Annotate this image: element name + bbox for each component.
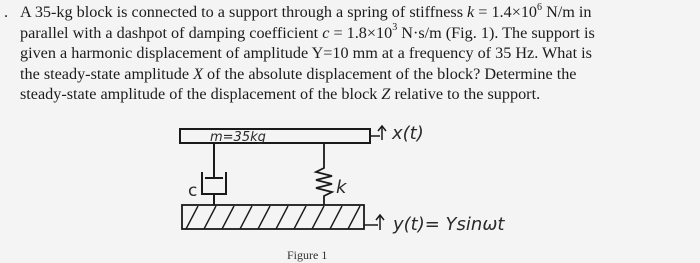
text: N/m in — [542, 3, 592, 21]
figure-caption: Figure 1 — [287, 248, 328, 262]
text: A 35-kg block is connected to a support through a spring of stiffness — [20, 3, 468, 21]
text: of the absolute displacement of the block? Determine the — [202, 64, 577, 83]
text: the steady-state amplitude — [20, 64, 194, 83]
y-label: y(t)= Ysinωt — [393, 214, 505, 235]
text: = 1.4×10 — [474, 3, 538, 21]
k-label: k — [336, 177, 347, 198]
mass-block — [180, 129, 370, 143]
text: steady-state amplitude of the displacement of the block — [20, 85, 382, 104]
text: = 1.8×10 — [329, 23, 393, 42]
var-z: Z — [381, 85, 391, 104]
problem-line-3: given a harmonic displacement of amplitude Y=10 mm at a frequency of 35 Hz. What is — [20, 44, 592, 63]
var-k: k — [467, 3, 475, 21]
c-label: c — [188, 181, 198, 201]
support-hatching — [186, 206, 360, 229]
text: parallel with a dashpot of damping coefficient — [20, 23, 323, 42]
spring — [316, 143, 332, 205]
exponent: 3 — [392, 22, 398, 34]
var-x: X — [193, 64, 203, 83]
var-c: c — [322, 23, 330, 42]
exponent: 6 — [537, 1, 543, 13]
text: relative to the support. — [390, 85, 541, 104]
x-label: x(t) — [392, 123, 424, 144]
problem-bullet: . — [4, 3, 9, 21]
mass-label: m=35kg — [210, 130, 266, 145]
text: N·s/m (Fig. 1). The support is — [397, 23, 595, 42]
